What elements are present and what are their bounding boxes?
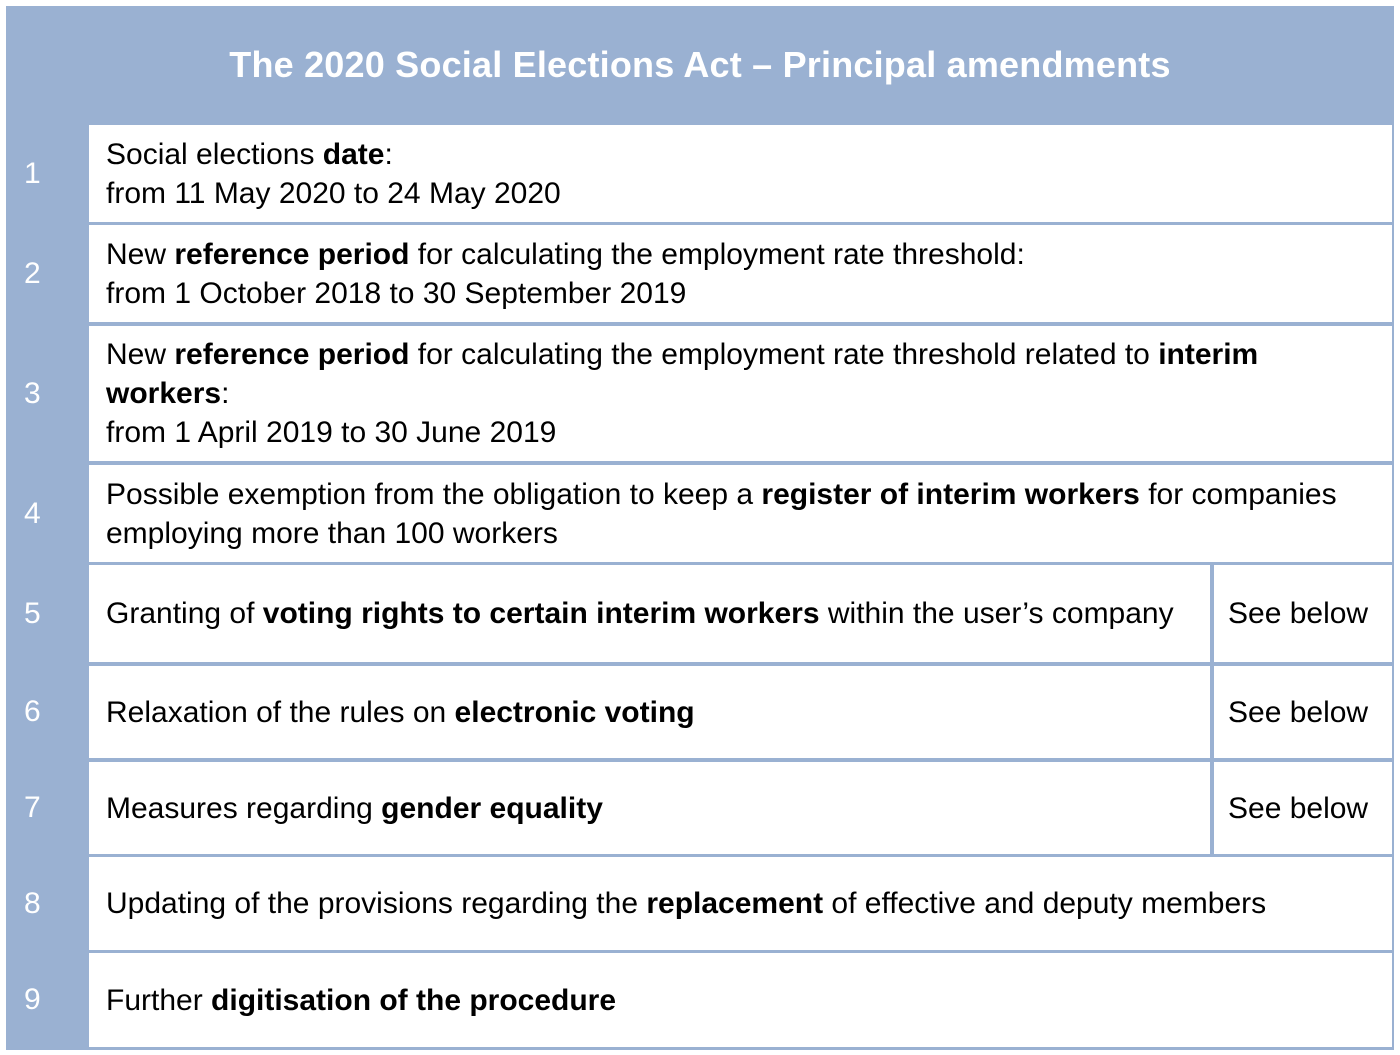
table-row: [6, 666, 1394, 758]
row-description: New reference period for calculating the employment rate threshold: from 1 October 2018 to 30 September 2019: [89, 225, 1392, 322]
table-row: [6, 465, 1394, 562]
table-row: [6, 762, 1394, 854]
table-title: The 2020 Social Elections Act – Principal amendments: [229, 43, 1171, 85]
row-number: 4: [24, 496, 41, 530]
table-row: [6, 565, 1394, 662]
row-number: 1: [24, 156, 41, 190]
row-number: 2: [24, 256, 41, 290]
row-description: Updating of the provisions regarding the replacement of effective and deputy members: [89, 857, 1392, 950]
row-description: Possible exemption from the obligation to keep a register of interim workers for companies employing more than 100 workers: [89, 465, 1392, 562]
row-number: 5: [24, 596, 41, 630]
see-below-note: See below: [1214, 565, 1392, 662]
row-description: Granting of voting rights to certain interim workers within the user’s company: [89, 565, 1210, 662]
row-description: Relaxation of the rules on electronic voting: [89, 666, 1210, 758]
amendments-table: [6, 6, 1394, 1050]
row-description: Measures regarding gender equality: [89, 762, 1210, 854]
row-number: 9: [24, 983, 41, 1016]
row-number: 3: [24, 376, 41, 410]
table-header: [6, 6, 1394, 123]
row-description: New reference period for calculating the employment rate threshold related to interim workers: from 1 April 2019 to 30 June 2019: [89, 326, 1392, 461]
row-description: Further digitisation of the procedure: [89, 953, 1392, 1047]
table-row: [6, 953, 1394, 1047]
table-row: [6, 857, 1394, 950]
row-number: 6: [24, 695, 41, 728]
see-below-note: See below: [1214, 762, 1392, 854]
table-row: [6, 125, 1394, 222]
see-below-note: See below: [1214, 666, 1392, 758]
row-description: Social elections date: from 11 May 2020 to 24 May 2020: [89, 125, 1392, 222]
table-row: [6, 326, 1394, 461]
row-number: 8: [24, 886, 41, 920]
row-number: 7: [24, 791, 41, 824]
table-row: [6, 225, 1394, 322]
